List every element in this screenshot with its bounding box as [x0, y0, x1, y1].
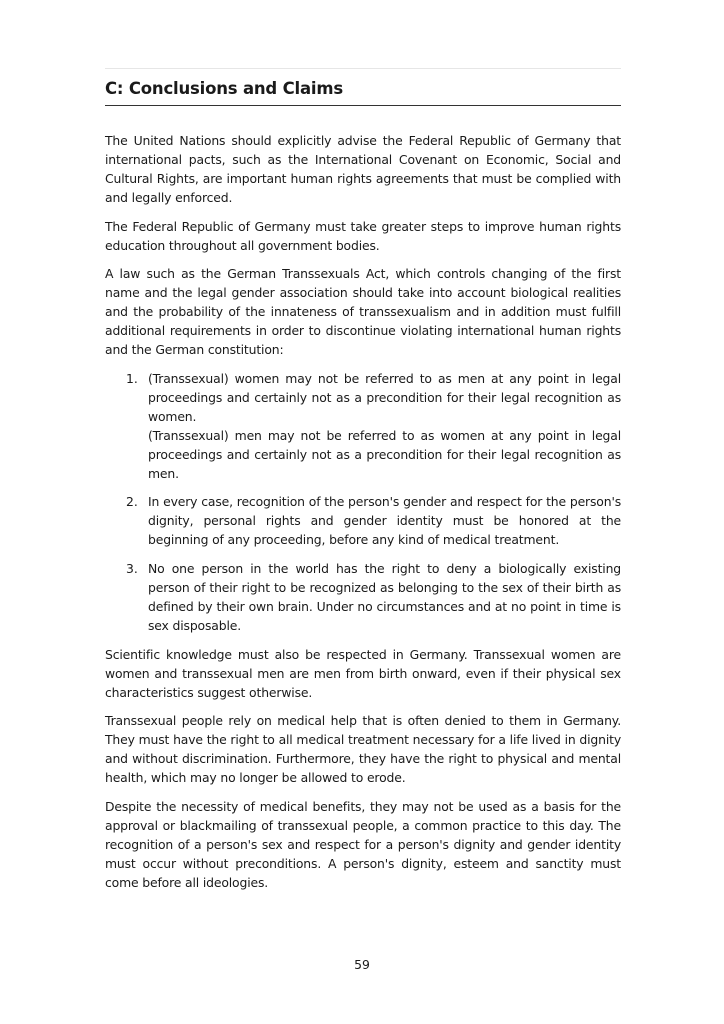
section-heading: C: Conclusions and Claims	[105, 78, 621, 106]
list-item-number: 1.	[126, 370, 138, 386]
list-item	[105, 493, 621, 550]
list-item-text: (Transsexual) women may not be referred to as men at any point in legal proceedings and certainly not as a precondition for their legal recognition as women.	[148, 370, 621, 424]
document-page	[105, 68, 621, 903]
page-number: 59	[354, 957, 370, 972]
list-item-number: 2.	[126, 494, 138, 510]
paragraph: The United Nations should explicitly advise the Federal Republic of Germany that international pacts, such as the International Covenant on Economic, Social and Cultural Rights, are important human rights agreements that must be complied with and legally enforced.	[105, 133, 621, 205]
list-item-text: No one person in the world has the right to deny a biologically existing person of their right to be recognized as belonging to the sex of their birth as defined by their own brain. Under no circumstances and at no point in time is sex disposable.	[148, 561, 621, 633]
claims-list	[105, 370, 621, 636]
list-item	[105, 370, 621, 483]
paragraph: Transsexual people rely on medical help that is often denied to them in Germany. They must have the right to all medical treatment necessary for a life lived in dignity and without discrimination. Furthermore, they have the right to physical and mental health, which may no longer be allowed to erode.	[105, 713, 621, 786]
list-item-text: (Transsexual) men may not be referred to as women at any point in legal proceedings and certainly not as a precondition for their legal recognition as men.	[148, 427, 621, 481]
paragraph: Scientific knowledge must also be respected in Germany. Transsexual women are women and transsexual men are men from birth onward, even if their physical sex characteristics suggest otherwise.	[105, 646, 621, 700]
list-item-text: In every case, recognition of the person's gender and respect for the person's dignity, personal rights and gender identity must be honored at the beginning of any proceeding, before any kind of medical treatment.	[148, 494, 621, 548]
section-body	[105, 132, 621, 893]
list-item	[105, 560, 621, 636]
paragraph: A law such as the German Transsexuals Act, which controls changing of the first name and the legal gender association should take into account biological realities and the probability of the innateness of transsexualism and in addition must fulfill additional requirements in order to discontinue violating international human rights and the German constitution:	[105, 266, 621, 358]
paragraph: Despite the necessity of medical benefits, they may not be used as a basis for the approval or blackmailing of transsexual people, a common practice to this day. The recognition of a person's sex and respect for a person's dignity and gender identity must occur without preconditions. A person's dignity, esteem and sanctity must come before all ideologies.	[105, 799, 621, 890]
paragraph: The Federal Republic of Germany must take greater steps to improve human rights education throughout all government bodies.	[105, 218, 621, 253]
top-divider	[105, 68, 621, 69]
list-item-number: 3.	[126, 561, 138, 577]
